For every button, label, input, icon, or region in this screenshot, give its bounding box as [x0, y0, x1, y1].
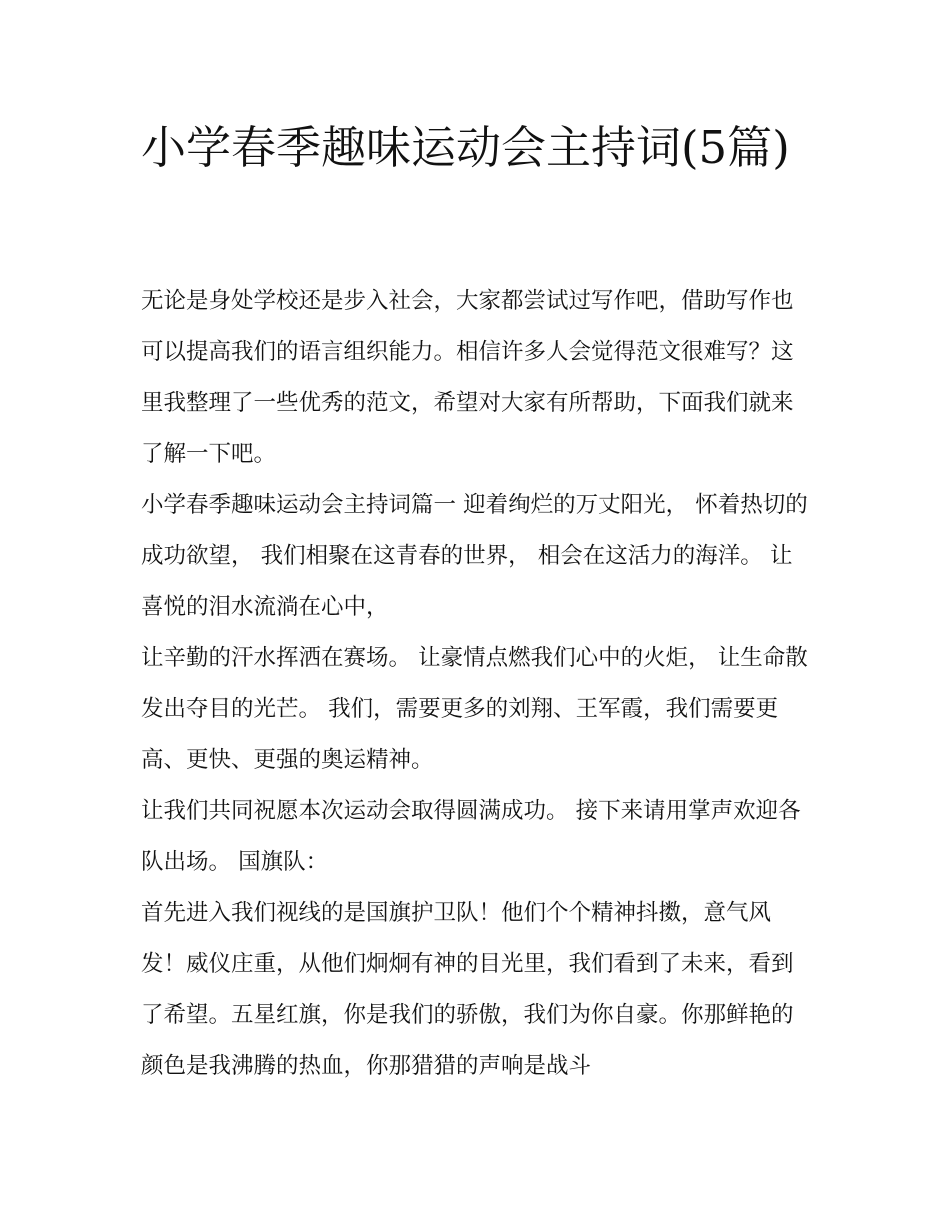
document-body — [141, 276, 813, 1092]
paragraph-1: 小学春季趣味运动会主持词篇一 迎着绚烂的万丈阳光， 怀着热切的成功欲望， 我们相聚在这青春的世界， 相会在这活力的海洋。 让喜悦的泪水流淌在心中， — [141, 492, 808, 620]
document-title: 小学春季趣味运动会主持词(5篇) — [141, 121, 790, 174]
paragraph-3: 让我们共同祝愿本次运动会取得圆满成功。 接下来请用掌声欢迎各队出场。 国旗队： — [141, 798, 801, 875]
paragraph-4: 首先进入我们视线的是国旗护卫队！他们个个精神抖擞，意气风发！威仪庄重，从他们炯炯有神的目光里，我们看到了未来，看到了希望。五星红旗，你是我们的骄傲，我们为你自豪。你那鲜艳的颜色是我沸腾的热血，你那猎猎的声响是战斗 — [141, 900, 794, 1079]
paragraph-intro: 无论是身处学校还是步入社会，大家都尝试过写作吧，借助写作也可以提高我们的语言组织能力。相信许多人会觉得范文很难写？这里我整理了一些优秀的范文，希望对大家有所帮助，下面我们就来了解一下吧。 — [141, 288, 794, 467]
paragraph-2: 让辛勤的汗水挥洒在赛场。 让豪情点燃我们心中的火炬， 让生命散发出夺目的光芒。 我们，需要更多的刘翔、王军霞，我们需要更高、更快、更强的奥运精神。 — [141, 645, 808, 773]
